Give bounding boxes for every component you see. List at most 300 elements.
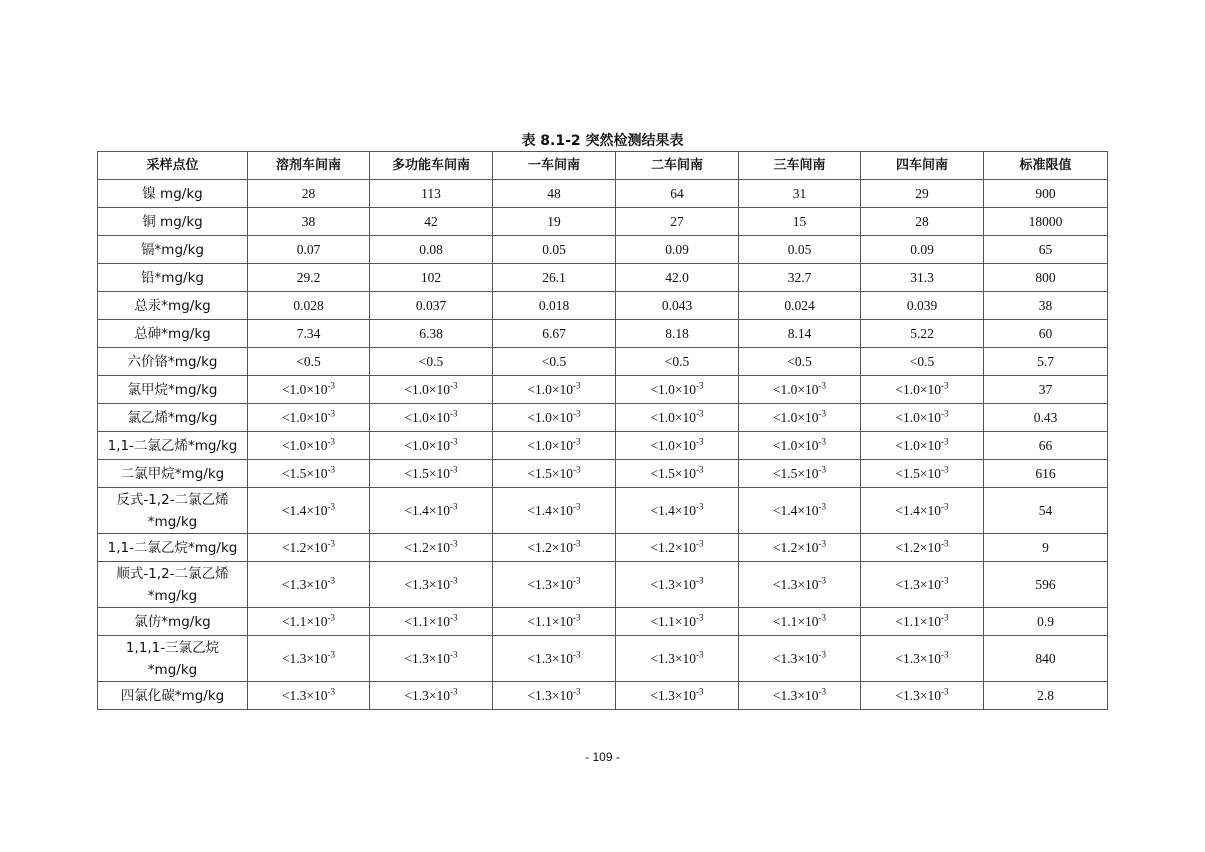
parameter-unit: *mg/kg bbox=[147, 661, 198, 678]
value-text: <1.3×10 bbox=[772, 650, 819, 666]
limit-cell: 38 bbox=[984, 292, 1108, 320]
value-text: 38 bbox=[301, 213, 316, 229]
value-cell bbox=[370, 682, 493, 710]
value-text: <1.0×10 bbox=[772, 437, 819, 453]
value-text: <1.5×10 bbox=[895, 465, 942, 481]
value-cell bbox=[739, 348, 861, 376]
value-text: <1.3×10 bbox=[772, 687, 819, 703]
value-exponent: -3 bbox=[450, 408, 458, 418]
value-text: <1.5×10 bbox=[772, 465, 819, 481]
value-cell bbox=[739, 608, 861, 636]
value-text: <1.0×10 bbox=[281, 437, 328, 453]
value-cell bbox=[370, 208, 493, 236]
value-text: <1.1×10 bbox=[650, 613, 697, 629]
value-text: 29 bbox=[915, 185, 929, 201]
value-exponent: -3 bbox=[450, 464, 458, 474]
value-text: <1.1×10 bbox=[772, 613, 819, 629]
value-text: <1.0×10 bbox=[281, 409, 328, 425]
value-cell bbox=[370, 264, 493, 292]
value-cell bbox=[248, 562, 370, 608]
value-cell bbox=[370, 460, 493, 488]
value-exponent: -3 bbox=[327, 686, 336, 696]
value-text: <0.5 bbox=[296, 353, 321, 369]
value-text: 15 bbox=[792, 213, 807, 229]
value-exponent: -3 bbox=[573, 408, 581, 418]
value-exponent: -3 bbox=[450, 501, 458, 511]
value-cell bbox=[370, 432, 493, 460]
value-exponent: -3 bbox=[573, 612, 581, 622]
value-exponent: -3 bbox=[327, 408, 336, 418]
value-cell bbox=[739, 460, 861, 488]
value-cell bbox=[493, 682, 616, 710]
value-cell bbox=[616, 460, 739, 488]
parameter-name: 1,1-二氯乙烯*mg/kg bbox=[107, 437, 238, 454]
value-text: 6.38 bbox=[419, 325, 443, 341]
parameter-cell bbox=[98, 404, 248, 432]
value-cell bbox=[739, 180, 861, 208]
parameter-cell bbox=[98, 208, 248, 236]
value-cell bbox=[739, 208, 861, 236]
table-row bbox=[98, 608, 1108, 636]
value-cell bbox=[739, 264, 861, 292]
value-exponent: -3 bbox=[327, 436, 336, 446]
value-text: <1.3×10 bbox=[895, 576, 942, 592]
value-cell bbox=[861, 180, 984, 208]
value-text: 0.05 bbox=[787, 241, 812, 257]
value-exponent: -3 bbox=[818, 380, 827, 390]
value-cell bbox=[248, 534, 370, 562]
value-cell bbox=[370, 236, 493, 264]
value-cell bbox=[493, 208, 616, 236]
value-exponent: -3 bbox=[696, 380, 704, 390]
value-text: 0.018 bbox=[538, 297, 570, 313]
value-cell bbox=[861, 534, 984, 562]
value-cell bbox=[370, 562, 493, 608]
value-cell bbox=[739, 404, 861, 432]
value-cell bbox=[739, 236, 861, 264]
value-text: <1.0×10 bbox=[404, 437, 451, 453]
value-cell bbox=[861, 460, 984, 488]
parameter-name: 反式-1,2-二氯乙烯 bbox=[116, 491, 229, 508]
value-exponent: -3 bbox=[941, 686, 949, 696]
value-exponent: -3 bbox=[573, 686, 581, 696]
value-cell bbox=[493, 488, 616, 534]
value-text: <1.2×10 bbox=[650, 539, 697, 555]
value-text: <1.5×10 bbox=[281, 465, 328, 481]
parameter-name: 氯乙烯*mg/kg bbox=[127, 409, 218, 426]
parameter-name: 四氯化碳*mg/kg bbox=[120, 687, 225, 704]
value-cell bbox=[248, 404, 370, 432]
limit-cell: 18000 bbox=[984, 208, 1108, 236]
value-exponent: -3 bbox=[327, 575, 336, 585]
limit-cell: 9 bbox=[984, 534, 1108, 562]
column-header: 二车间南 bbox=[616, 152, 739, 180]
value-cell bbox=[616, 320, 739, 348]
header-row bbox=[98, 152, 1108, 180]
limit-cell: 5.7 bbox=[984, 348, 1108, 376]
value-cell bbox=[493, 236, 616, 264]
value-exponent: -3 bbox=[327, 501, 336, 511]
value-text: <1.4×10 bbox=[527, 502, 574, 518]
value-exponent: -3 bbox=[573, 538, 581, 548]
value-exponent: -3 bbox=[941, 501, 949, 511]
value-exponent: -3 bbox=[818, 538, 827, 548]
value-exponent: -3 bbox=[696, 686, 704, 696]
parameter-name: 1,1,1-三氯乙烷 bbox=[125, 639, 220, 656]
value-text: <1.4×10 bbox=[772, 502, 819, 518]
value-cell bbox=[861, 562, 984, 608]
value-exponent: -3 bbox=[818, 649, 827, 659]
value-text: <1.3×10 bbox=[650, 576, 697, 592]
parameter-cell bbox=[98, 636, 248, 682]
value-text: <1.4×10 bbox=[895, 502, 942, 518]
value-exponent: -3 bbox=[573, 436, 581, 446]
value-exponent: -3 bbox=[696, 575, 704, 585]
limit-cell: 0.9 bbox=[984, 608, 1108, 636]
value-text: <1.0×10 bbox=[527, 437, 574, 453]
value-cell bbox=[616, 404, 739, 432]
value-exponent: -3 bbox=[696, 649, 704, 659]
column-header: 三车间南 bbox=[739, 152, 861, 180]
parameter-name: 1,1-二氯乙烷*mg/kg bbox=[107, 539, 238, 556]
value-cell bbox=[493, 460, 616, 488]
value-cell bbox=[616, 348, 739, 376]
value-cell bbox=[248, 208, 370, 236]
parameter-name: 氯甲烷*mg/kg bbox=[127, 381, 218, 398]
value-cell bbox=[493, 562, 616, 608]
value-cell bbox=[861, 292, 984, 320]
parameter-cell bbox=[98, 376, 248, 404]
value-exponent: -3 bbox=[696, 436, 704, 446]
parameter-cell bbox=[98, 264, 248, 292]
value-cell bbox=[248, 608, 370, 636]
value-cell bbox=[861, 432, 984, 460]
value-cell bbox=[739, 292, 861, 320]
value-text: <1.3×10 bbox=[404, 576, 451, 592]
value-cell bbox=[248, 488, 370, 534]
value-cell bbox=[616, 376, 739, 404]
table-row bbox=[98, 208, 1108, 236]
value-cell bbox=[370, 348, 493, 376]
value-exponent: -3 bbox=[696, 538, 704, 548]
value-cell bbox=[861, 264, 984, 292]
value-text: <1.3×10 bbox=[281, 687, 328, 703]
parameter-name: 氯仿*mg/kg bbox=[134, 613, 211, 630]
value-text: 31 bbox=[792, 185, 807, 201]
parameter-unit: *mg/kg bbox=[147, 513, 198, 530]
value-exponent: -3 bbox=[450, 436, 458, 446]
column-header: 溶剂车间南 bbox=[248, 152, 370, 180]
value-exponent: -3 bbox=[696, 408, 704, 418]
value-text: 64 bbox=[670, 185, 684, 201]
parameter-name: 二氯甲烷*mg/kg bbox=[120, 465, 225, 482]
table-row bbox=[98, 180, 1108, 208]
value-cell bbox=[370, 320, 493, 348]
value-text: <1.0×10 bbox=[404, 409, 451, 425]
parameter-name: 铅*mg/kg bbox=[141, 269, 204, 286]
parameter-name: 镉*mg/kg bbox=[141, 241, 204, 258]
value-cell bbox=[616, 682, 739, 710]
value-cell bbox=[739, 488, 861, 534]
value-text: 0.07 bbox=[296, 241, 321, 257]
value-text: <1.3×10 bbox=[895, 687, 942, 703]
value-cell bbox=[248, 460, 370, 488]
value-exponent: -3 bbox=[327, 612, 336, 622]
table-row bbox=[98, 236, 1108, 264]
value-exponent: -3 bbox=[696, 464, 704, 474]
value-text: <1.1×10 bbox=[404, 613, 451, 629]
value-text: <1.0×10 bbox=[527, 381, 574, 397]
value-exponent: -3 bbox=[941, 436, 949, 446]
value-cell bbox=[739, 562, 861, 608]
value-text: 26.1 bbox=[542, 269, 566, 285]
value-exponent: -3 bbox=[573, 501, 581, 511]
value-cell bbox=[616, 236, 739, 264]
value-cell bbox=[739, 320, 861, 348]
value-text: 27 bbox=[670, 213, 684, 229]
value-text: <1.3×10 bbox=[404, 650, 451, 666]
value-text: 19 bbox=[547, 213, 561, 229]
value-cell bbox=[739, 534, 861, 562]
value-exponent: -3 bbox=[696, 612, 704, 622]
value-exponent: -3 bbox=[327, 380, 336, 390]
parameter-cell bbox=[98, 562, 248, 608]
limit-cell: 800 bbox=[984, 264, 1108, 292]
parameter-name: 铜 mg/kg bbox=[142, 213, 203, 230]
value-text: 42 bbox=[424, 213, 438, 229]
value-cell bbox=[616, 292, 739, 320]
column-header: 一车间南 bbox=[493, 152, 616, 180]
value-text: 28 bbox=[301, 185, 316, 201]
table-row bbox=[98, 404, 1108, 432]
value-text: <1.5×10 bbox=[404, 465, 451, 481]
column-header: 采样点位 bbox=[98, 152, 248, 180]
value-exponent: -3 bbox=[450, 575, 458, 585]
value-cell bbox=[616, 432, 739, 460]
limit-cell: 60 bbox=[984, 320, 1108, 348]
value-cell bbox=[248, 636, 370, 682]
value-cell bbox=[248, 348, 370, 376]
limit-cell: 65 bbox=[984, 236, 1108, 264]
value-text: <1.3×10 bbox=[527, 650, 574, 666]
value-text: <1.2×10 bbox=[281, 539, 328, 555]
value-text: 5.22 bbox=[910, 325, 934, 341]
value-exponent: -3 bbox=[327, 538, 336, 548]
value-text: <1.0×10 bbox=[527, 409, 574, 425]
value-exponent: -3 bbox=[450, 686, 458, 696]
value-text: <1.0×10 bbox=[650, 409, 697, 425]
value-text: <1.3×10 bbox=[650, 687, 697, 703]
value-cell bbox=[861, 208, 984, 236]
table-row bbox=[98, 682, 1108, 710]
table-row bbox=[98, 348, 1108, 376]
value-text: 6.67 bbox=[542, 325, 566, 341]
value-cell bbox=[248, 236, 370, 264]
value-text: <1.0×10 bbox=[772, 409, 819, 425]
parameter-name: 六价铬*mg/kg bbox=[127, 353, 218, 370]
value-text: <1.2×10 bbox=[527, 539, 574, 555]
results-table bbox=[97, 151, 1108, 710]
value-exponent: -3 bbox=[573, 575, 581, 585]
limit-cell: 37 bbox=[984, 376, 1108, 404]
parameter-cell bbox=[98, 320, 248, 348]
value-text: 29.2 bbox=[296, 269, 321, 285]
value-cell bbox=[370, 376, 493, 404]
value-text: 31.3 bbox=[910, 269, 934, 285]
value-exponent: -3 bbox=[818, 575, 827, 585]
value-text: <1.3×10 bbox=[404, 687, 451, 703]
table-row bbox=[98, 534, 1108, 562]
value-text: <1.2×10 bbox=[404, 539, 451, 555]
value-exponent: -3 bbox=[941, 612, 949, 622]
value-text: 7.34 bbox=[296, 325, 321, 341]
parameter-cell bbox=[98, 292, 248, 320]
value-text: <0.5 bbox=[909, 353, 935, 369]
value-text: <1.0×10 bbox=[404, 381, 451, 397]
value-exponent: -3 bbox=[941, 575, 949, 585]
value-text: <1.1×10 bbox=[281, 613, 328, 629]
value-text: <0.5 bbox=[418, 353, 444, 369]
value-cell bbox=[616, 208, 739, 236]
value-exponent: -3 bbox=[696, 501, 704, 511]
value-cell bbox=[861, 404, 984, 432]
parameter-cell bbox=[98, 180, 248, 208]
value-cell bbox=[493, 534, 616, 562]
value-text: 0.05 bbox=[542, 241, 566, 257]
value-text: 48 bbox=[547, 185, 561, 201]
value-cell bbox=[370, 292, 493, 320]
value-text: <0.5 bbox=[664, 353, 690, 369]
value-text: <1.3×10 bbox=[281, 650, 328, 666]
value-exponent: -3 bbox=[573, 464, 581, 474]
value-cell bbox=[861, 608, 984, 636]
value-text: <1.0×10 bbox=[650, 437, 697, 453]
value-cell bbox=[493, 292, 616, 320]
value-cell bbox=[493, 636, 616, 682]
value-cell bbox=[370, 404, 493, 432]
value-text: <1.3×10 bbox=[772, 576, 819, 592]
value-text: <1.0×10 bbox=[650, 381, 697, 397]
limit-cell: 900 bbox=[984, 180, 1108, 208]
value-exponent: -3 bbox=[450, 612, 458, 622]
parameter-cell bbox=[98, 348, 248, 376]
parameter-cell bbox=[98, 488, 248, 534]
parameter-cell bbox=[98, 432, 248, 460]
value-cell bbox=[248, 376, 370, 404]
limit-cell: 596 bbox=[984, 562, 1108, 608]
value-exponent: -3 bbox=[818, 408, 827, 418]
parameter-name: 总砷*mg/kg bbox=[134, 325, 211, 342]
value-cell bbox=[616, 562, 739, 608]
value-text: 0.09 bbox=[665, 241, 689, 257]
value-text: <1.0×10 bbox=[895, 409, 942, 425]
value-cell bbox=[616, 488, 739, 534]
value-cell bbox=[861, 348, 984, 376]
value-cell bbox=[248, 292, 370, 320]
value-cell bbox=[861, 320, 984, 348]
table-row bbox=[98, 636, 1108, 682]
value-cell bbox=[616, 264, 739, 292]
value-cell bbox=[248, 264, 370, 292]
value-cell bbox=[493, 180, 616, 208]
parameter-cell bbox=[98, 460, 248, 488]
value-cell bbox=[493, 320, 616, 348]
parameter-name: 镍 mg/kg bbox=[142, 185, 203, 202]
value-text: 28 bbox=[915, 213, 929, 229]
value-cell bbox=[739, 682, 861, 710]
value-text: <1.3×10 bbox=[281, 576, 328, 592]
value-text: 8.18 bbox=[665, 325, 689, 341]
column-header: 四车间南 bbox=[861, 152, 984, 180]
value-exponent: -3 bbox=[941, 649, 949, 659]
value-cell bbox=[861, 682, 984, 710]
value-cell bbox=[370, 488, 493, 534]
value-text: 0.024 bbox=[784, 297, 815, 313]
value-text: 8.14 bbox=[787, 325, 812, 341]
table-row bbox=[98, 376, 1108, 404]
value-exponent: -3 bbox=[941, 408, 949, 418]
value-cell bbox=[248, 432, 370, 460]
value-text: 0.043 bbox=[661, 297, 693, 313]
value-cell bbox=[616, 608, 739, 636]
value-cell bbox=[616, 180, 739, 208]
value-exponent: -3 bbox=[818, 464, 827, 474]
limit-cell: 2.8 bbox=[984, 682, 1108, 710]
value-text: <1.3×10 bbox=[527, 687, 574, 703]
parameter-cell bbox=[98, 236, 248, 264]
table-row bbox=[98, 562, 1108, 608]
limit-cell: 616 bbox=[984, 460, 1108, 488]
value-cell bbox=[493, 376, 616, 404]
limit-cell: 54 bbox=[984, 488, 1108, 534]
column-header: 多功能车间南 bbox=[370, 152, 493, 180]
value-text: <1.0×10 bbox=[895, 437, 942, 453]
value-cell bbox=[861, 636, 984, 682]
table-title: 表 8.1-2 突然检测结果表 bbox=[521, 133, 684, 149]
value-text: <1.0×10 bbox=[772, 381, 819, 397]
table-row bbox=[98, 460, 1108, 488]
value-exponent: -3 bbox=[818, 686, 827, 696]
limit-cell: 840 bbox=[984, 636, 1108, 682]
value-text: 102 bbox=[420, 269, 442, 285]
limit-cell: 0.43 bbox=[984, 404, 1108, 432]
value-exponent: -3 bbox=[818, 612, 827, 622]
value-text: 113 bbox=[421, 185, 441, 201]
value-cell bbox=[370, 180, 493, 208]
parameter-unit: *mg/kg bbox=[147, 587, 198, 604]
value-exponent: -3 bbox=[450, 380, 458, 390]
value-cell bbox=[370, 534, 493, 562]
value-cell bbox=[493, 608, 616, 636]
page-number: - 109 - bbox=[585, 750, 620, 764]
value-exponent: -3 bbox=[573, 380, 581, 390]
value-text: <1.0×10 bbox=[895, 381, 942, 397]
table-row bbox=[98, 320, 1108, 348]
value-text: <1.1×10 bbox=[895, 613, 942, 629]
value-cell bbox=[739, 432, 861, 460]
value-cell bbox=[248, 180, 370, 208]
value-exponent: -3 bbox=[941, 380, 949, 390]
value-text: 0.09 bbox=[910, 241, 934, 257]
value-text: <0.5 bbox=[541, 353, 567, 369]
value-cell bbox=[248, 320, 370, 348]
value-cell bbox=[370, 608, 493, 636]
value-text: 32.7 bbox=[787, 269, 812, 285]
value-exponent: -3 bbox=[818, 436, 827, 446]
parameter-cell bbox=[98, 682, 248, 710]
table-row bbox=[98, 432, 1108, 460]
value-text: <1.5×10 bbox=[527, 465, 574, 481]
